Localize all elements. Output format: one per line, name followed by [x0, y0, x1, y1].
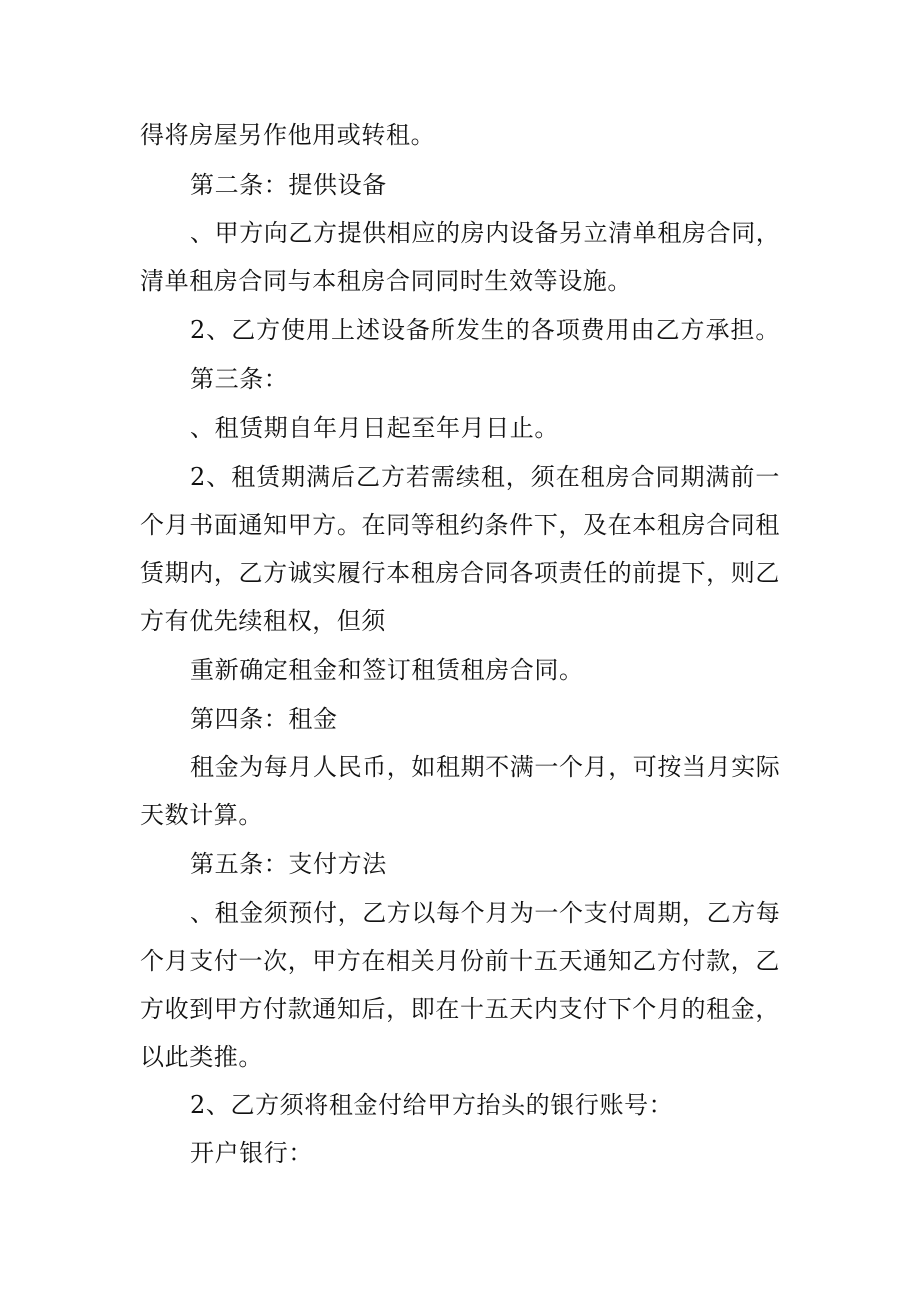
text-line: 、甲方向乙方提供相应的房内设备另立清单租房合同，: [190, 219, 781, 247]
text-line: 天数计算。: [140, 801, 263, 829]
text-line: 2、租赁期满后乙方若需续租，须在租房合同期满前一: [190, 463, 780, 491]
text-line: 方有优先续租权，但须: [140, 607, 386, 635]
article-heading: 第五条：支付方法: [190, 850, 387, 878]
article-heading: 第二条：提供设备: [190, 171, 387, 199]
text-line: 重新确定租金和签订租赁租房合同。: [190, 656, 584, 684]
text-line: 以此类推。: [140, 1043, 263, 1071]
text-line: 赁期内，乙方诚实履行本租房合同各项责任的前提下，则乙: [140, 559, 780, 587]
text-line: 个月书面通知甲方。在同等租约条件下，及在本租房合同租: [140, 511, 780, 539]
article-heading: 第四条：租金: [190, 705, 338, 733]
text-line: 方收到甲方付款通知后，即在十五天内支付下个月的租金，: [140, 995, 780, 1023]
text-line: 2、乙方须将租金付给甲方抬头的银行账号：: [190, 1091, 674, 1119]
text-line: 租金为每月人民币，如租期不满一个月，可按当月实际: [190, 753, 781, 781]
text-line: 开户银行：: [190, 1139, 313, 1167]
article-heading: 第三条：: [190, 365, 289, 393]
text-line: 个月支付一次，甲方在相关月份前十五天通知乙方付款，乙: [140, 947, 780, 975]
text-line: 、租金须预付，乙方以每个月为一个支付周期，乙方每: [190, 899, 781, 927]
text-line: 清单租房合同与本租房合同同时生效等设施。: [140, 267, 632, 295]
text-line: 2、乙方使用上述设备所发生的各项费用由乙方承担。: [190, 316, 780, 344]
text-line: 、租赁期自年月日起至年月日止。: [190, 414, 559, 442]
text-line: 得将房屋另作他用或转租。: [140, 121, 436, 149]
